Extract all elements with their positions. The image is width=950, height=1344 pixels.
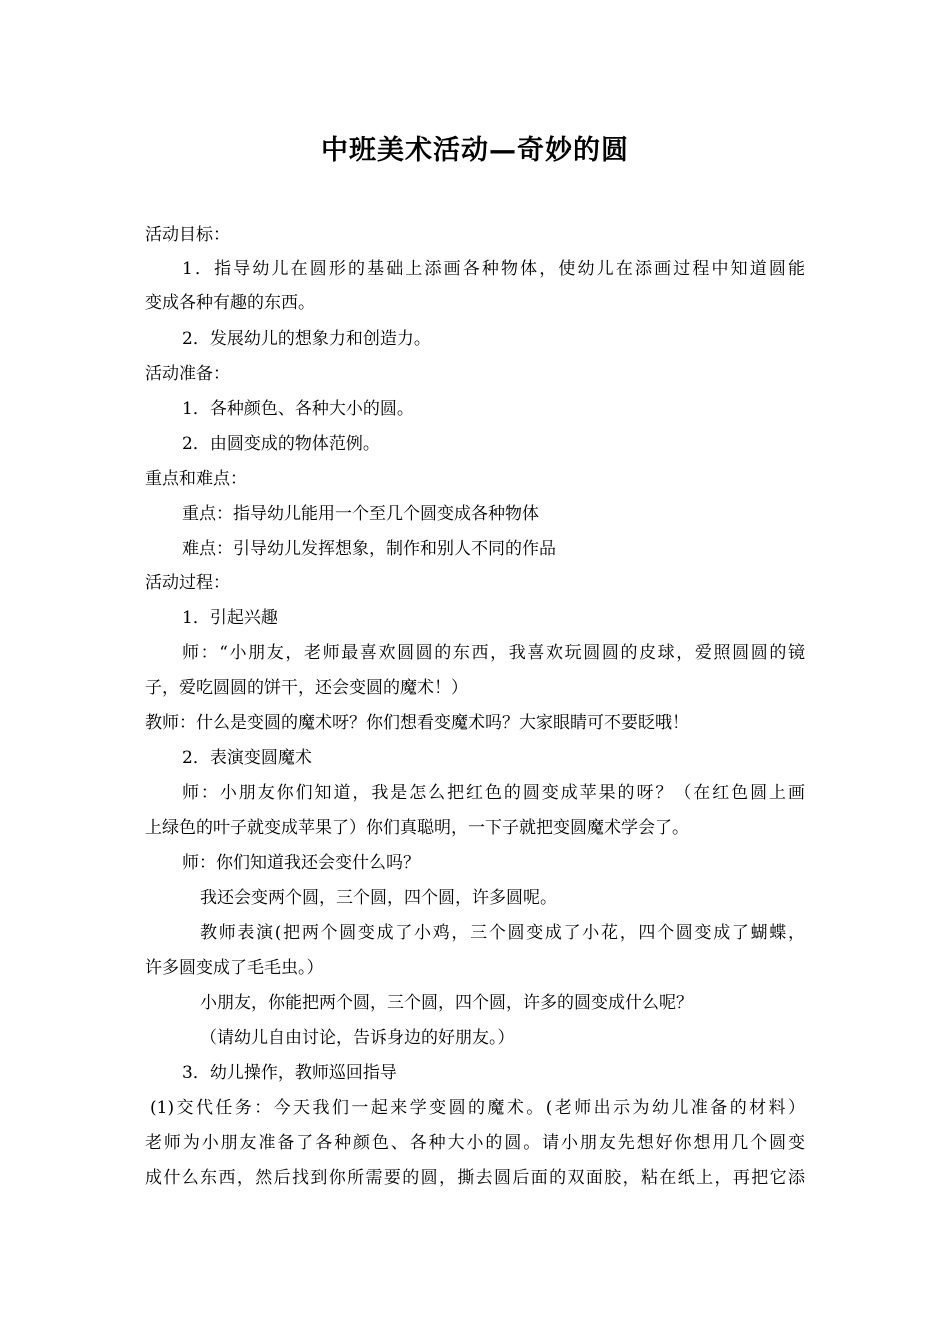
- section-heading-key-points: 重点和难点：: [145, 469, 247, 489]
- paragraph-line: 上绿色的叶子就变成苹果了）你们真聪明，一下子就把变圆魔术学会了。: [145, 818, 689, 838]
- paragraph-line: 2．由圆变成的物体范例。: [182, 434, 380, 454]
- paragraph-line: 师：你们知道我还会变什么吗？: [182, 853, 420, 873]
- document-title: 中班美术活动—奇妙的圆: [321, 135, 629, 166]
- paragraph-line: 重点：指导幼儿能用一个至几个圆变成各种物体: [182, 504, 539, 524]
- section-heading-goals: 活动目标：: [145, 225, 230, 245]
- paragraph-line: 教师表演(把两个圆变成了小鸡，三个圆变成了小花，四个圆变成了蝴蝶，: [200, 923, 805, 943]
- section-heading-preparation: 活动准备：: [145, 364, 230, 384]
- paragraph-line: 师：小朋友你们知道，我是怎么把红色的圆变成苹果的呀？（在红色圆上画: [182, 783, 805, 803]
- paragraph-line: 2．发展幼儿的想象力和创造力。: [182, 329, 431, 349]
- paragraph-line: (1)交代任务：今天我们一起来学变圆的魔术。(老师出示为幼儿准备的材料）: [150, 1098, 805, 1118]
- paragraph-line: 难点：引导幼儿发挥想象，制作和别人不同的作品: [182, 539, 556, 559]
- section-heading-process: 活动过程：: [145, 573, 230, 593]
- paragraph-line: 成什么东西，然后找到你所需要的圆，撕去圆后面的双面胶，粘在纸上，再把它添: [145, 1168, 805, 1188]
- paragraph-line: 1．指导幼儿在圆形的基础上添画各种物体，使幼儿在添画过程中知道圆能: [182, 259, 805, 279]
- paragraph-line: 子，爱吃圆圆的饼干，还会变圆的魔术！）: [145, 678, 468, 698]
- paragraph-line: 我还会变两个圆，三个圆，四个圆，许多圆呢。: [200, 888, 557, 908]
- paragraph-line: 变成各种有趣的东西。: [145, 293, 315, 313]
- paragraph-line: 1．各种颜色、各种大小的圆。: [182, 399, 414, 419]
- paragraph-line: （请幼儿自由讨论，告诉身边的好朋友。）: [200, 1028, 515, 1048]
- paragraph-line: 小朋友，你能把两个圆，三个圆，四个圆，许多的圆变成什么呢？: [200, 993, 693, 1013]
- paragraph-line: 师：“小朋友，老师最喜欢圆圆的东西，我喜欢玩圆圆的皮球，爱照圆圆的镜: [182, 643, 805, 663]
- paragraph-line: 2．表演变圆魔术: [182, 748, 312, 768]
- paragraph-line: 教师：什么是变圆的魔术呀？你们想看变魔术吗？大家眼睛可不要眨哦！: [145, 713, 689, 733]
- paragraph-line: 许多圆变成了毛毛虫。）: [145, 958, 324, 978]
- paragraph-line: 3．幼儿操作，教师巡回指导: [182, 1063, 397, 1083]
- paragraph-line: 老师为小朋友准备了各种颜色、各种大小的圆。请小朋友先想好你想用几个圆变: [145, 1133, 805, 1153]
- paragraph-line: 1．引起兴趣: [182, 608, 278, 628]
